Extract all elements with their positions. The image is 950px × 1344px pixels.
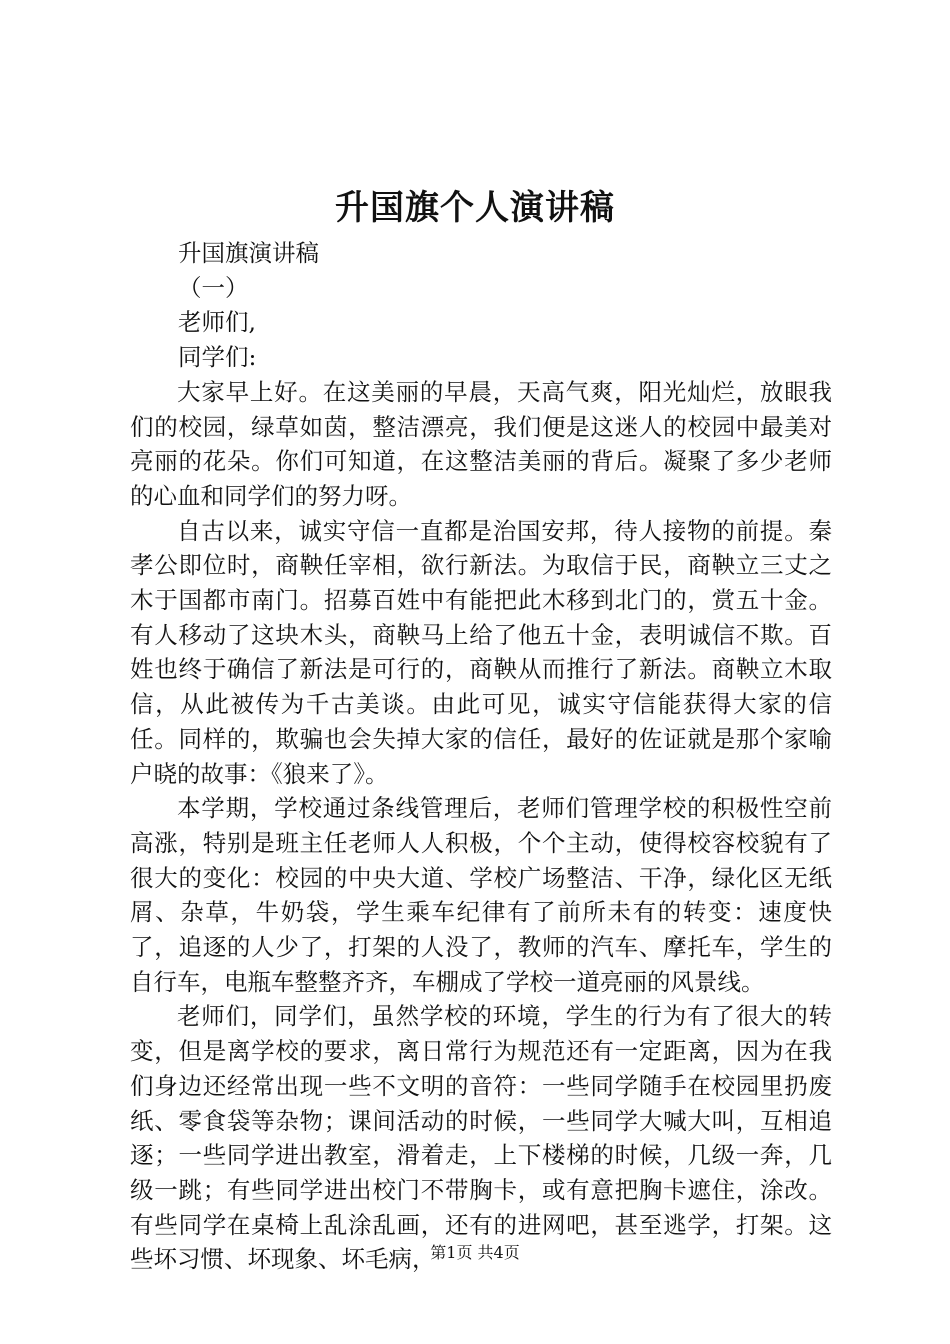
greeting-students: 同学们:: [178, 343, 257, 372]
document-title: 升国旗个人演讲稿: [335, 188, 615, 228]
section-marker: （一）: [178, 273, 249, 302]
greeting-teachers: 老师们,: [178, 308, 256, 337]
subtitle: 升国旗演讲稿: [178, 239, 319, 267]
paragraph-2: 自古以来，诚实守信一直都是治国安邦，待人接物的前提。秦孝公即位时，商鞅任宰相，欲行新法。为取信于民，商鞅立三丈之木于国都市南门。招募百姓中有能把此木移到北门的，赏五十金。有人移动了这块木头，商鞅马上给了他五十金，表明诚信不欺。百姓也终于确信了新法是可行的，商鞅从而推行了新法。商鞅立木取信，从此被传为千古美谈。由此可见，诚实守信能获得大家的信任。同样的，欺骗也会失掉大家的信任，最好的佐证就是那个家喻户晓的故事：《狼来了》。: [130, 516, 832, 788]
paragraph-4: 老师们，同学们，虽然学校的环境，学生的行为有了很大的转变，但是离学校的要求，离日常行为规范还有一定距离，因为在我们身边还经常出现一些不文明的音符：一些同学随手在校园里扔废纸、零食袋等杂物；课间活动的时候，一些同学大喊大叫，互相追逐；一些同学进出教室，滑着走，上下楼梯的时候，几级一奔，几级一跳；有些同学进出校门不带胸卡，或有意把胸卡遮住，涂改。有些同学在桌椅上乱涂乱画，还有的进网吧，甚至逃学，打架。这些坏习惯、坏现象、坏毛病，: [130, 1002, 832, 1274]
document-body: [130, 236, 832, 1277]
page-footer: 第1页 共4页: [430, 1243, 520, 1262]
paragraph-3: 本学期，学校通过条线管理后，老师们管理学校的积极性空前高涨，特别是班主任老师人人积极，个个主动，使得校容校貌有了很大的变化：校园的中央大道、学校广场整洁、干净，绿化区无纸屑、杂草，牛奶袋，学生乘车纪律有了前所未有的转变：速度快了，追逐的人少了，打架的人没了，教师的汽车、摩托车，学生的自行车，电瓶车整整齐齐，车棚成了学校一道亮丽的风景线。: [130, 794, 832, 996]
paragraph-1: 大家早上好。在这美丽的早晨，天高气爽，阳光灿烂，放眼我们的校园，绿草如茵，整洁漂亮，我们便是这迷人的校园中最美对亮丽的花朵。你们可知道，在这整洁美丽的背后。凝聚了多少老师的心血和同学们的努力呀。: [130, 377, 832, 510]
